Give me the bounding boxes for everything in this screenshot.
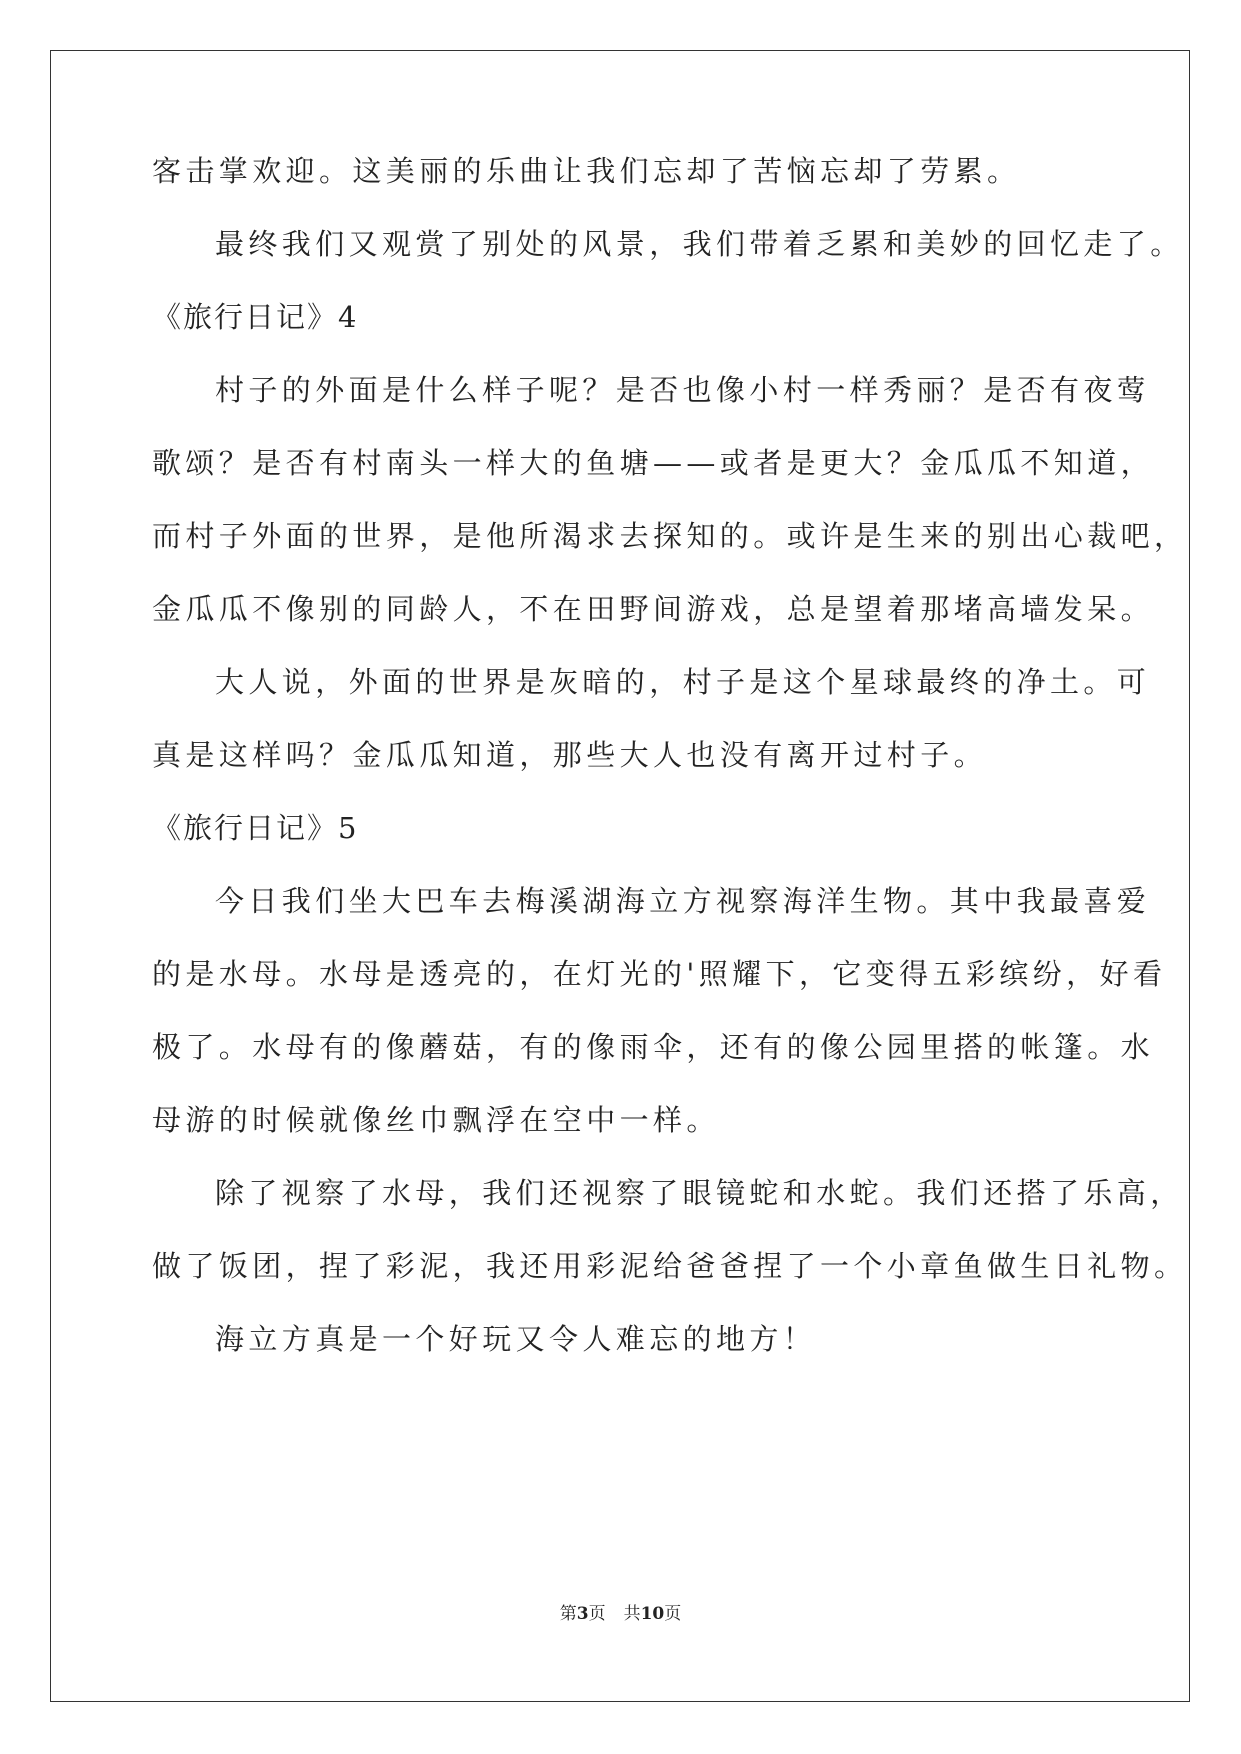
- paragraph-line: 做了饭团，捏了彩泥，我还用彩泥给爸爸捏了一个小章鱼做生日礼物。: [152, 1249, 1188, 1283]
- paragraph-line: 金瓜瓜不像别的同龄人，不在田野间游戏，总是望着那堵高墙发呆。: [152, 592, 1155, 626]
- paragraph-line: 极了。水母有的像蘑菇，有的像雨伞，还有的像公园里搭的帐篷。水: [152, 1030, 1155, 1064]
- page-footer: [0, 1602, 1241, 1626]
- paragraph-line: 今日我们坐大巴车去梅溪湖海立方视察海洋生物。其中我最喜爱: [215, 884, 1151, 918]
- paragraph-line: 大人说，外面的世界是灰暗的，村子是这个星球最终的净土。可: [215, 665, 1151, 699]
- paragraph-line: 海立方真是一个好玩又令人难忘的地方！: [215, 1322, 817, 1356]
- section-heading: 《旅行日记》5: [152, 811, 359, 845]
- paragraph-line: 除了视察了水母，我们还视察了眼镜蛇和水蛇。我们还搭了乐高，: [215, 1176, 1184, 1210]
- paragraph-line: 村子的外面是什么样子呢？是否也像小村一样秀丽？是否有夜莺: [215, 373, 1151, 407]
- page-number: 第3页: [559, 1604, 606, 1624]
- paragraph-line: 的是水母。水母是透亮的，在灯光的'照耀下，它变得五彩缤纷，好看: [152, 957, 1167, 991]
- paragraph-line: 最终我们又观赏了别处的风景，我们带着乏累和美妙的回忆走了。: [215, 227, 1184, 261]
- page-total: 共10页: [623, 1604, 682, 1624]
- paragraph-line: 客击掌欢迎。这美丽的乐曲让我们忘却了苦恼忘却了劳累。: [152, 154, 1021, 188]
- section-heading: 《旅行日记》4: [152, 300, 359, 334]
- paragraph-line: 真是这样吗？金瓜瓜知道，那些大人也没有离开过村子。: [152, 738, 988, 772]
- paragraph-line: 母游的时候就像丝巾飘浮在空中一样。: [152, 1103, 720, 1137]
- paragraph-line: 而村子外面的世界，是他所渴求去探知的。或许是生来的别出心裁吧，: [152, 519, 1188, 553]
- paragraph-line: 歌颂？是否有村南头一样大的鱼塘——或者是更大？金瓜瓜不知道，: [152, 446, 1155, 480]
